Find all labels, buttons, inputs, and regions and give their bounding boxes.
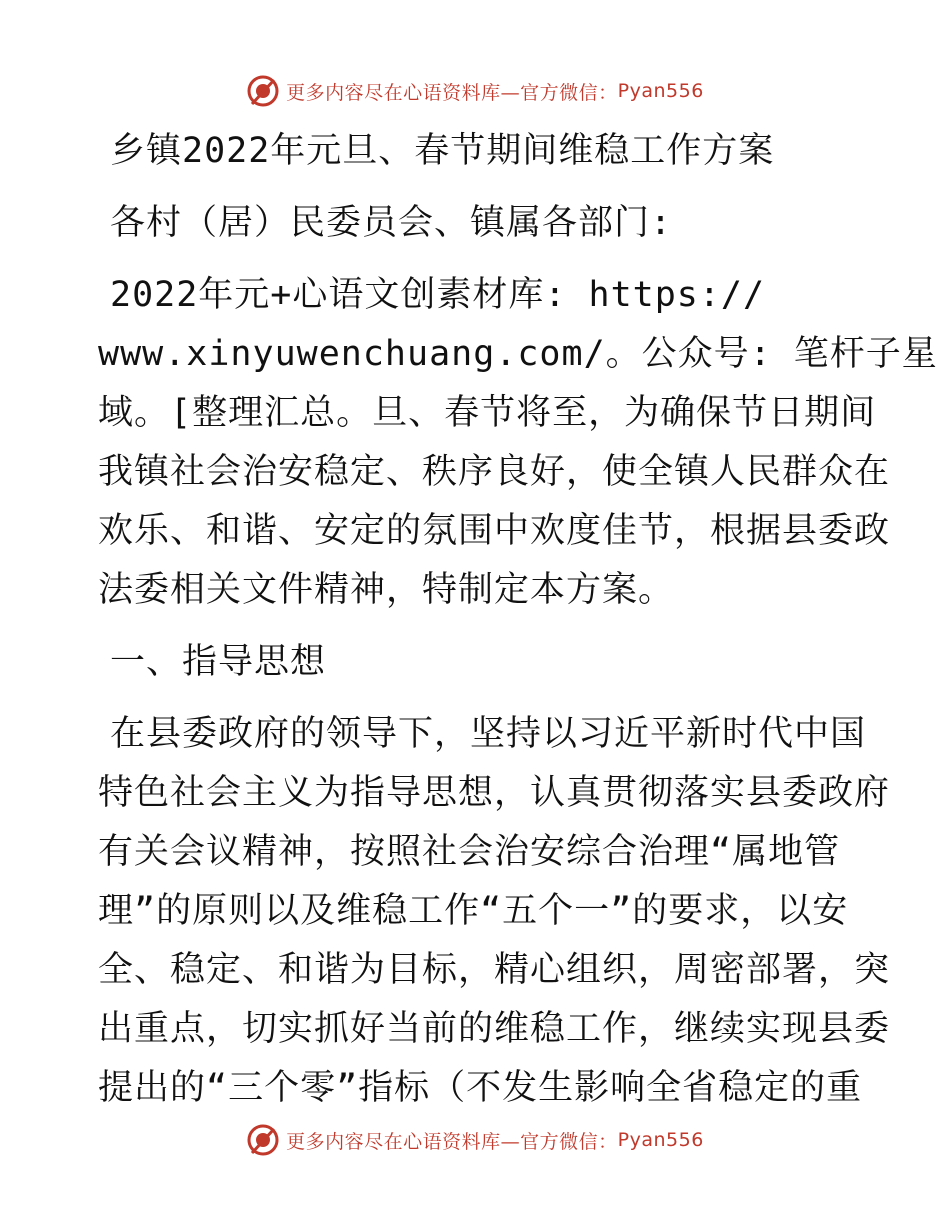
paragraph-line: 2022年元+心语文创素材库: https:// [110, 275, 766, 315]
intro-paragraph [98, 266, 938, 620]
watermark-text: 更多内容尽在心语资料库—官方微信： [286, 81, 618, 104]
document-body [98, 122, 938, 1118]
paragraph-line: www.xinyuwenchuang.com/。公众号: 笔杆子星 [98, 334, 938, 374]
paragraph-line: 特色社会主义为指导思想，认真贯彻落实县委政府 [98, 773, 891, 813]
watermark-wechat-id: Pyan556 [617, 1129, 704, 1151]
paragraph-line: 有关会议精神，按照社会治安综合治理“属地管 [98, 832, 841, 872]
paragraph-line: 理”的原则以及维稳工作“五个一”的要求，以安 [98, 891, 849, 931]
watermark-banner-top [0, 73, 950, 109]
quill-logo-icon [246, 1123, 280, 1157]
section1-paragraph [98, 705, 891, 1118]
quill-logo-icon [246, 74, 280, 108]
paragraph-line: 在县委政府的领导下，坚持以习近平新时代中国 [110, 714, 867, 754]
paragraph-line: 欢乐、和谐、安定的氛围中欢度佳节，根据县委政 [98, 511, 891, 551]
watermark-banner-bottom [0, 1122, 950, 1158]
paragraph-line: 法委相关文件精神，特制定本方案。 [98, 570, 675, 610]
salutation: 各村（居）民委员会、镇属各部门: [110, 203, 673, 243]
paragraph-line: 提出的“三个零”指标（不发生影响全省稳定的重 [98, 1068, 863, 1108]
paragraph-line: 我镇社会治安稳定、秩序良好，使全镇人民群众在 [98, 452, 891, 492]
paragraph-line: 域。[整理汇总。旦、春节将至，为确保节日期间 [98, 393, 877, 433]
watermark-text: 更多内容尽在心语资料库—官方微信： [286, 1130, 618, 1153]
document-title: 乡镇2022年元旦、春节期间维稳工作方案 [110, 131, 775, 171]
paragraph-line: 全、稳定、和谐为目标，精心组织，周密部署，突 [98, 950, 891, 990]
section-heading: 一、指导思想 [110, 642, 327, 682]
paragraph-line: 出重点，切实抓好当前的维稳工作，继续实现县委 [98, 1009, 891, 1049]
watermark-wechat-id: Pyan556 [617, 80, 704, 102]
